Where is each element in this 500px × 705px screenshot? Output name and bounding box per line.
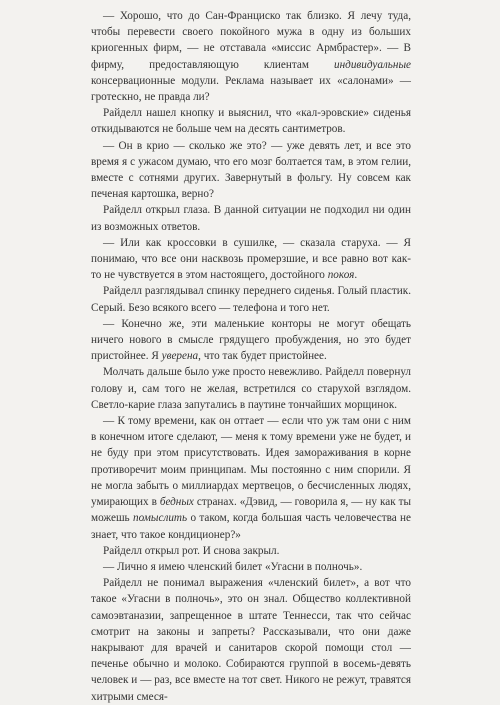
paragraph-text: — Конечно же, эти маленькие конторы не могут обещать ничего нового в смысле грядущего пробуждения, но это будет пристойнее. Я bbox=[91, 317, 411, 363]
paragraph bbox=[91, 364, 411, 413]
paragraph-text: — Или как кроссовки в сушилке, — сказала старуха. — Я понимаю, что все они насквозь промерзшие, и все равно вот как-то не чувствуется в этом настоящего, достойного bbox=[91, 236, 411, 282]
paragraph bbox=[91, 202, 411, 234]
paragraph-text: — Он в крио — сколько же это? — уже девять лет, и все это время я с ужасом думаю, что его мозг болтается там, в этом гелии, вместе с сотнями других. Завернутый в фольгу. Ну совсем как печеная картошка, верно? bbox=[91, 139, 411, 201]
paragraph bbox=[91, 8, 411, 105]
paragraph-text: — Хорошо, что до Сан-Франциско так близко. Я лечу туда, чтобы перевести своего покойного мужа в одну из больших криогенных фирм, — не отставала «миссис Армбрастер». — В фирму, предоставляющую клиентам bbox=[91, 10, 411, 71]
paragraph-text: — К тому времени, как он оттает — если что уж там они с ним в конечном итоге сделают, — меня к тому времени уже не будет, и не буду при этом присутствовать. Идея замораживания в корне противоречит моим принципам. Мы постоянно с ним спорили. Я не могла забыть о миллиардах мертвецов, о бесчисленных людях, умирающих в bbox=[91, 415, 411, 509]
paragraph-text: , что так будет пристойнее. bbox=[198, 350, 327, 363]
paragraph-text: Райделл открыл рот. И снова закрыл. bbox=[103, 544, 280, 557]
paragraph bbox=[91, 316, 411, 365]
paragraph-text: о таком, когда большая часть человечества не знает, что такое кондиционер?» bbox=[91, 512, 411, 541]
italic-text: помыслить bbox=[133, 512, 188, 525]
paragraph bbox=[91, 283, 411, 315]
italic-text: индивидуальные bbox=[334, 58, 411, 71]
paragraph bbox=[91, 138, 411, 203]
paragraph bbox=[91, 105, 411, 137]
paragraph-text: странах. «Дэвид, — говорила я, — ну как ты можешь bbox=[91, 496, 411, 525]
italic-text: уверена bbox=[161, 350, 199, 363]
italic-text: бедных bbox=[159, 496, 194, 509]
paragraph-text: . bbox=[354, 269, 358, 282]
paragraph-text: консервационные модули. Реклама называет их «салонами» — гротескно, не правда ли? bbox=[91, 74, 411, 104]
paragraph bbox=[91, 559, 411, 575]
paragraph bbox=[91, 575, 411, 705]
paragraph-text: Райделл разглядывал спинку переднего сиденья. Голый пластик. Серый. Безо всякого всего — телефона и того нет. bbox=[91, 285, 411, 314]
paragraph bbox=[91, 413, 411, 543]
body-text bbox=[91, 8, 411, 705]
paragraph-text: Молчать дальше было уже просто невежливо. Райделл повернул голову и, сам того не желая, встретился со старухой взглядом. Светло-карие глаза запутались в паутине тончайших морщинок. bbox=[91, 366, 411, 411]
paragraph-text: Райделл не понимал выражения «членский билет», а вот что такое «Угасни в полночь», это он знал. Общество коллективной самоэвтаназии, запрещенное в штате Теннесси, так что сейчас смотрит на законы и запреты? Рассказывали, что они даже накрывают для врачей и санитаров скорой помощи стол — печенье обычно и молоко. Собираются группой в восемь-девять человек и — раз, все вместе на тот свет. Никого не режут, травятся хитрыми смеся- bbox=[91, 577, 411, 703]
paragraph-text: — Лично я имею членский билет «Угасни в полночь». bbox=[103, 560, 363, 573]
paragraph bbox=[91, 543, 411, 559]
paragraph-text: Райделл открыл глаза. В данной ситуации не подходил ни один из возможных ответов. bbox=[91, 204, 411, 233]
paragraph-text: Райделл нашел кнопку и выяснил, что «кал-эровские» сиденья откидываются не больше чем на десять сантиметров. bbox=[91, 107, 411, 136]
paragraph bbox=[91, 235, 411, 284]
italic-text: покоя bbox=[327, 269, 355, 282]
